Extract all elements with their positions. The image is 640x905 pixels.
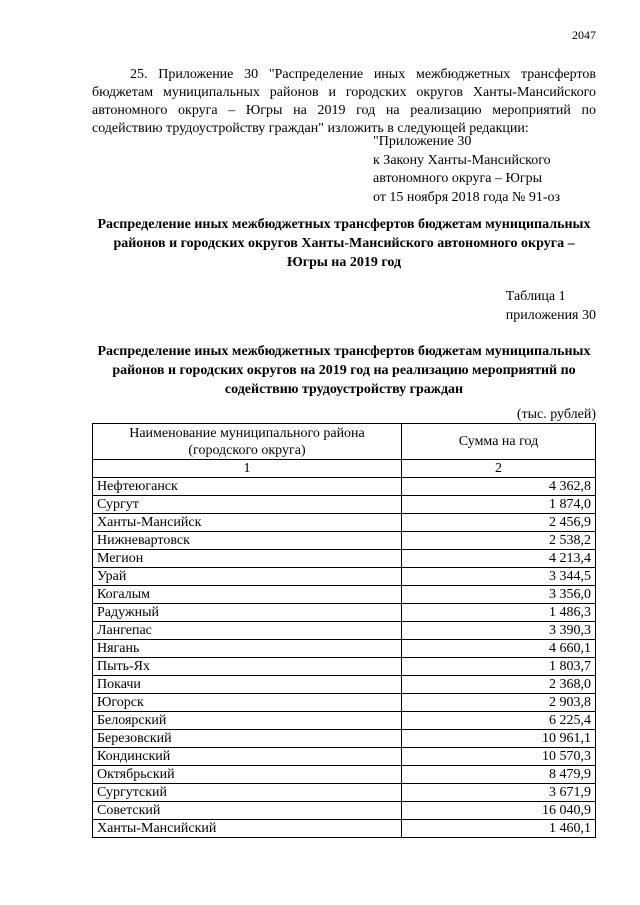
district-name-cell: Сургутский	[93, 784, 402, 802]
annual-sum-cell: 1 803,7	[402, 658, 596, 676]
district-name-cell: Югорск	[93, 694, 402, 712]
header-annual-sum: Сумма на год	[402, 424, 596, 460]
table-row	[93, 712, 596, 730]
table-row	[93, 586, 596, 604]
annual-sum-cell: 3 356,0	[402, 586, 596, 604]
annual-sum-cell: 10 961,1	[402, 730, 596, 748]
table-header-row	[93, 424, 596, 460]
annual-sum-cell: 1 460,1	[402, 820, 596, 838]
table-row	[93, 550, 596, 568]
table-row	[93, 496, 596, 514]
transfers-table	[92, 423, 596, 838]
district-name-cell: Урай	[93, 568, 402, 586]
district-name-cell: Нягань	[93, 640, 402, 658]
table-row	[93, 658, 596, 676]
amendment-paragraph: 25. Приложение 30 "Распределение иных межбюджетных трансфертов бюджетам муниципальных районов и городских округов Ханты-Мансийского автономного округа – Югры на 2019 год на реализацию мероприятий по содействию трудоустройству граждан" изложить в следующей редакции:	[92, 67, 596, 136]
annual-sum-cell: 4 213,4	[402, 550, 596, 568]
table-row	[93, 622, 596, 640]
district-name-cell: Сургут	[93, 496, 402, 514]
district-name-cell: Мегион	[93, 550, 402, 568]
table-row	[93, 766, 596, 784]
annual-sum-cell: 4 660,1	[402, 640, 596, 658]
annual-sum-cell: 2 456,9	[402, 514, 596, 532]
column-number: 1	[93, 460, 402, 478]
district-name-cell: Березовский	[93, 730, 402, 748]
column-number-row	[93, 460, 596, 478]
annual-sum-cell: 1 874,0	[402, 496, 596, 514]
district-name-cell: Советский	[93, 802, 402, 820]
district-name-cell: Покачи	[93, 676, 402, 694]
annual-sum-cell: 2 368,0	[402, 676, 596, 694]
appendix-line: "Приложение 30	[373, 134, 472, 149]
table-row	[93, 532, 596, 550]
table-row	[93, 784, 596, 802]
appendix-reference	[373, 133, 560, 207]
table-row	[93, 694, 596, 712]
table-reference	[506, 287, 596, 325]
table-row	[93, 640, 596, 658]
table-row	[93, 568, 596, 586]
table-row	[93, 514, 596, 532]
district-name-cell: Октябрьский	[93, 766, 402, 784]
table-body	[93, 478, 596, 838]
table-ref-line: приложения 30	[505, 308, 596, 323]
appendix-line: к Закону Ханты-Мансийского	[373, 152, 551, 168]
annual-sum-cell: 8 479,9	[402, 766, 596, 784]
header-district-name: Наименование муниципального района (городского округа)	[93, 424, 402, 460]
annual-sum-cell: 10 570,3	[402, 748, 596, 766]
district-name-cell: Лангепас	[93, 622, 402, 640]
district-name-cell: Ханты-Мансийск	[93, 514, 402, 532]
column-number: 2	[402, 460, 596, 478]
district-name-cell: Белоярский	[93, 712, 402, 730]
annual-sum-cell: 2 903,8	[402, 694, 596, 712]
annual-sum-cell: 3 344,5	[402, 568, 596, 586]
annual-sum-cell: 3 671,9	[402, 784, 596, 802]
annual-sum-cell: 2 538,2	[402, 532, 596, 550]
district-name-cell: Нефтеюганск	[93, 478, 402, 496]
annual-sum-cell: 1 486,3	[402, 604, 596, 622]
district-name-cell: Ханты-Мансийский	[93, 820, 402, 838]
appendix-line: от 15 ноября 2018 года № 91-оз	[373, 189, 561, 205]
table-row	[93, 730, 596, 748]
district-name-cell: Радужный	[93, 604, 402, 622]
annual-sum-cell: 6 225,4	[402, 712, 596, 730]
district-name-cell: Нижневартовск	[93, 532, 402, 550]
table-row	[93, 802, 596, 820]
annual-sum-cell: 3 390,3	[402, 622, 596, 640]
table-row	[93, 820, 596, 838]
district-name-cell: Кондинский	[93, 748, 402, 766]
district-name-cell: Когалым	[93, 586, 402, 604]
units-label: (тыс. рублей)	[516, 407, 596, 422]
table-title: Распределение иных межбюджетных трансфертов бюджетам муниципальных районов и городских округов на 2019 год на реализацию мероприятий по содействию трудоустройству граждан	[97, 344, 591, 397]
district-name-cell: Пыть-Ях	[93, 658, 402, 676]
table-ref-line: Таблица 1	[505, 289, 566, 304]
table-row	[93, 478, 596, 496]
table-row	[93, 676, 596, 694]
table-row	[93, 748, 596, 766]
annual-sum-cell: 4 362,8	[402, 478, 596, 496]
main-title: Распределение иных межбюджетных трансфертов бюджетам муниципальных районов и городских округов Ханты-Мансийского автономного округа – Югры на 2019 год	[97, 217, 591, 270]
annual-sum-cell: 16 040,9	[402, 802, 596, 820]
table-row	[93, 604, 596, 622]
page-number: 2047	[572, 28, 596, 42]
appendix-line: автономного округа – Югры	[373, 171, 542, 186]
